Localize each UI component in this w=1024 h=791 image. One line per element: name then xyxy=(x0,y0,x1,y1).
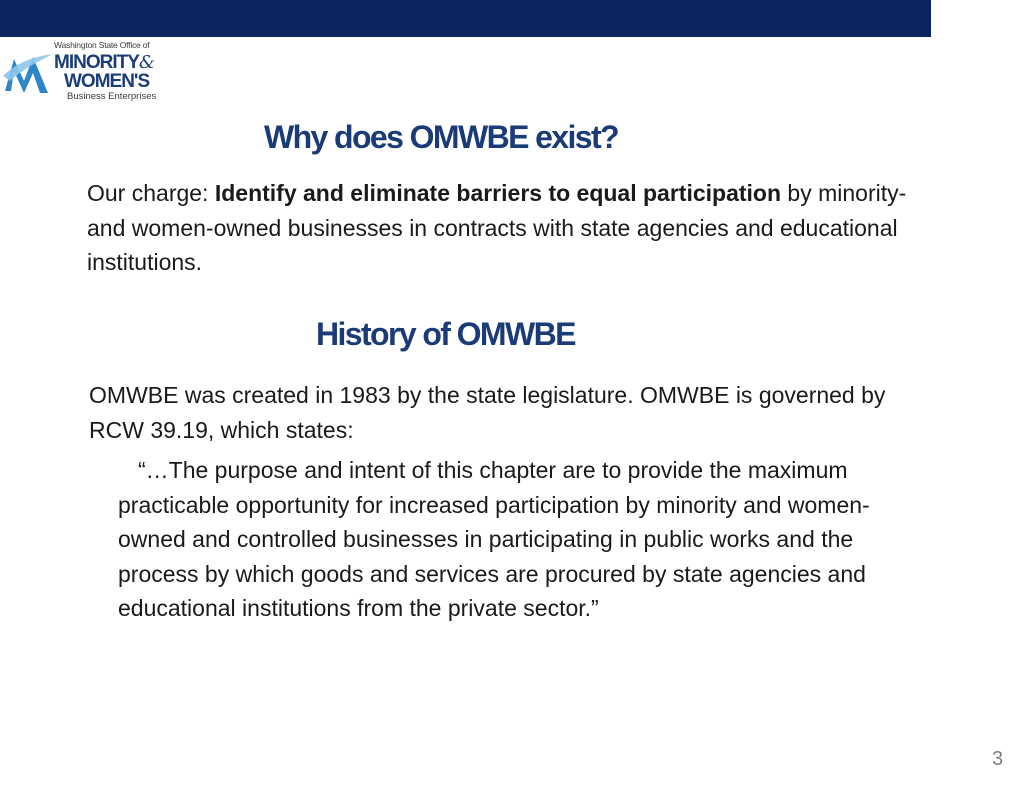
omwbe-logo xyxy=(2,41,182,105)
logo-line-2 xyxy=(54,53,156,72)
charge-emphasis: Identify and eliminate barriers to equal participation xyxy=(214,180,782,206)
why-heading: Why does OMWBE exist? xyxy=(264,119,618,155)
charge-prefix: Our charge: xyxy=(87,180,215,206)
logo-mark-icon xyxy=(2,51,54,97)
history-heading: History of OMWBE xyxy=(316,316,575,352)
page-number: 3 xyxy=(992,748,1004,770)
logo-line-3: WOMEN'S xyxy=(64,70,150,92)
logo-minority: MINORITY xyxy=(54,51,139,73)
logo-line-4: Business Enterprises xyxy=(67,90,157,102)
logo-ampersand: & xyxy=(138,51,154,73)
logo-wordmark xyxy=(54,41,156,101)
logo-line-1: Washington State Office of xyxy=(54,40,150,50)
history-paragraph: OMWBE was created in 1983 by the state legislature. OMWBE is governed by RCW 39.19, which states: xyxy=(89,382,886,443)
charge-paragraph xyxy=(87,176,907,280)
charge-suffix: by minority- and women-owned businesses in contracts with state agencies and educational institutions. xyxy=(87,180,907,275)
top-banner-bar xyxy=(0,0,931,37)
rcw-quote: “…The purpose and intent of this chapter are to provide the maximum practicable opportunity for increased participation by minority and women-owned and controlled businesses in participating in public works and the process by which goods and services are procured by state agencies and educational institutions from the private sector.” xyxy=(118,457,870,621)
